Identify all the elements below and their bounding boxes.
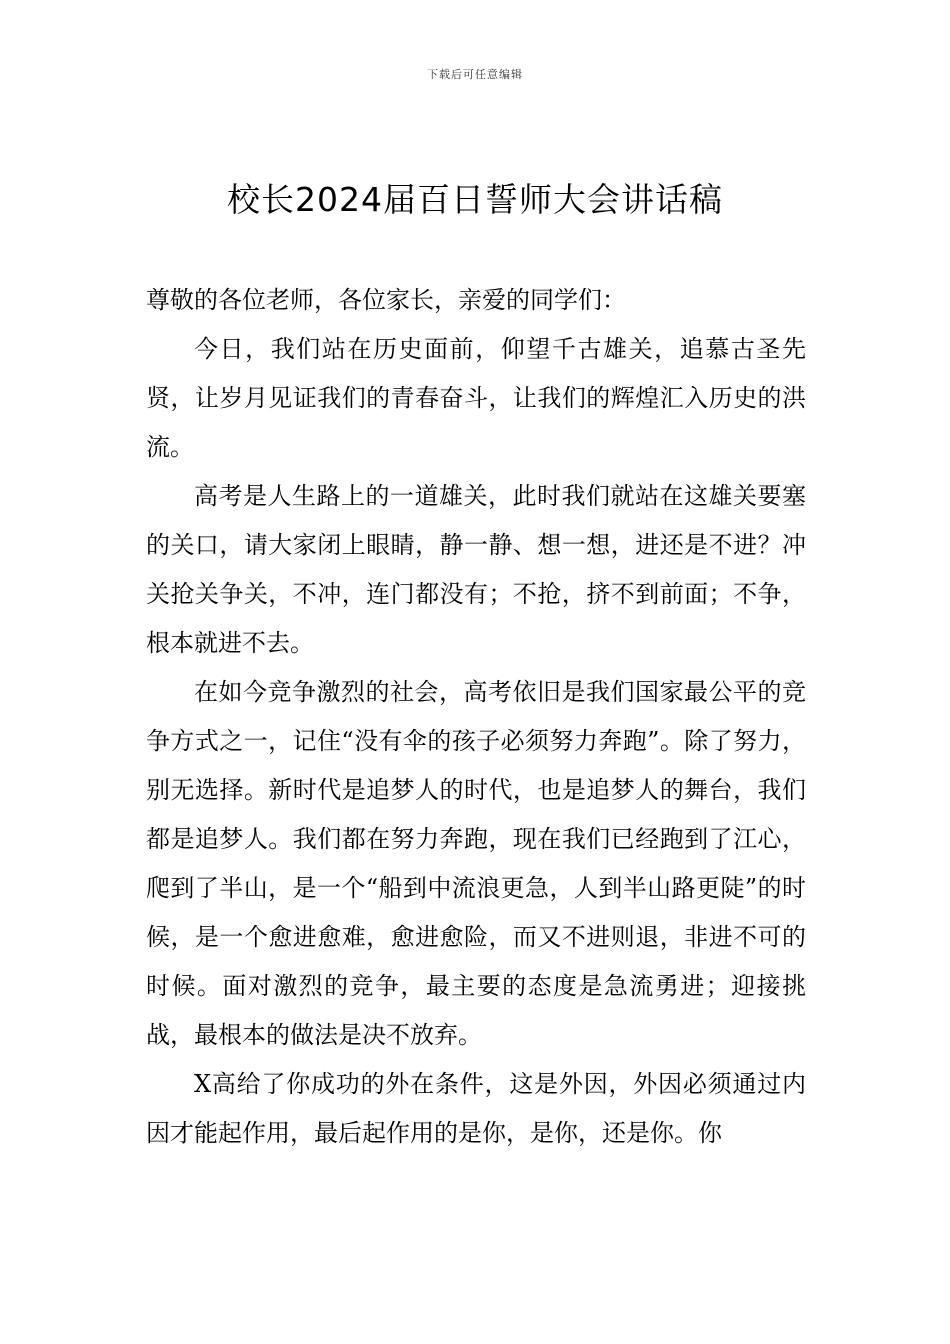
header-note: 下载后可任意编辑 — [427, 68, 523, 81]
paragraph-3: 在如今竞争激烈的社会，高考依旧是我们国家最公平的竞争方式之一，记住“没有伞的孩子必须努力奔跑”。除了努力，别无选择。新时代是追梦人的时代，也是追梦人的舞台，我们都是追梦人。我们都在努力奔跑，现在我们已经跑到了江心，爬到了半山，是一个“船到中流浪更急，人到半山路更陡”的时候，是一个愈进愈难，愈进愈险，而又不进则退，非进不可的时候。面对激烈的竞争，最主要的态度是急流勇进；迎接挑战，最根本的做法是决不放弃。 — [146, 678, 806, 1049]
paragraph-1: 今日，我们站在历史面前，仰望千古雄关，追慕古圣先贤，让岁月见证我们的青春奋斗，让我们的辉煌汇入历史的洪流。 — [146, 335, 806, 461]
salutation: 尊敬的各位老师，各位家长，亲爱的同学们： — [146, 286, 626, 314]
document-title: 校长2024届百日誓师大会讲话稿 — [227, 180, 723, 219]
document-body — [146, 276, 806, 1158]
paragraph-4: X高给了你成功的外在条件，这是外因，外因必须通过内因才能起作用，最后起作用的是你，是你，还是你。你 — [146, 1070, 806, 1147]
paragraph-2: 高考是人生路上的一道雄关，此时我们就站在这雄关要塞的关口，请大家闭上眼睛，静一静、想一想，进还是不进？冲关抢关争关，不冲，连门都没有；不抢，挤不到前面；不争，根本就进不去。 — [146, 482, 806, 657]
